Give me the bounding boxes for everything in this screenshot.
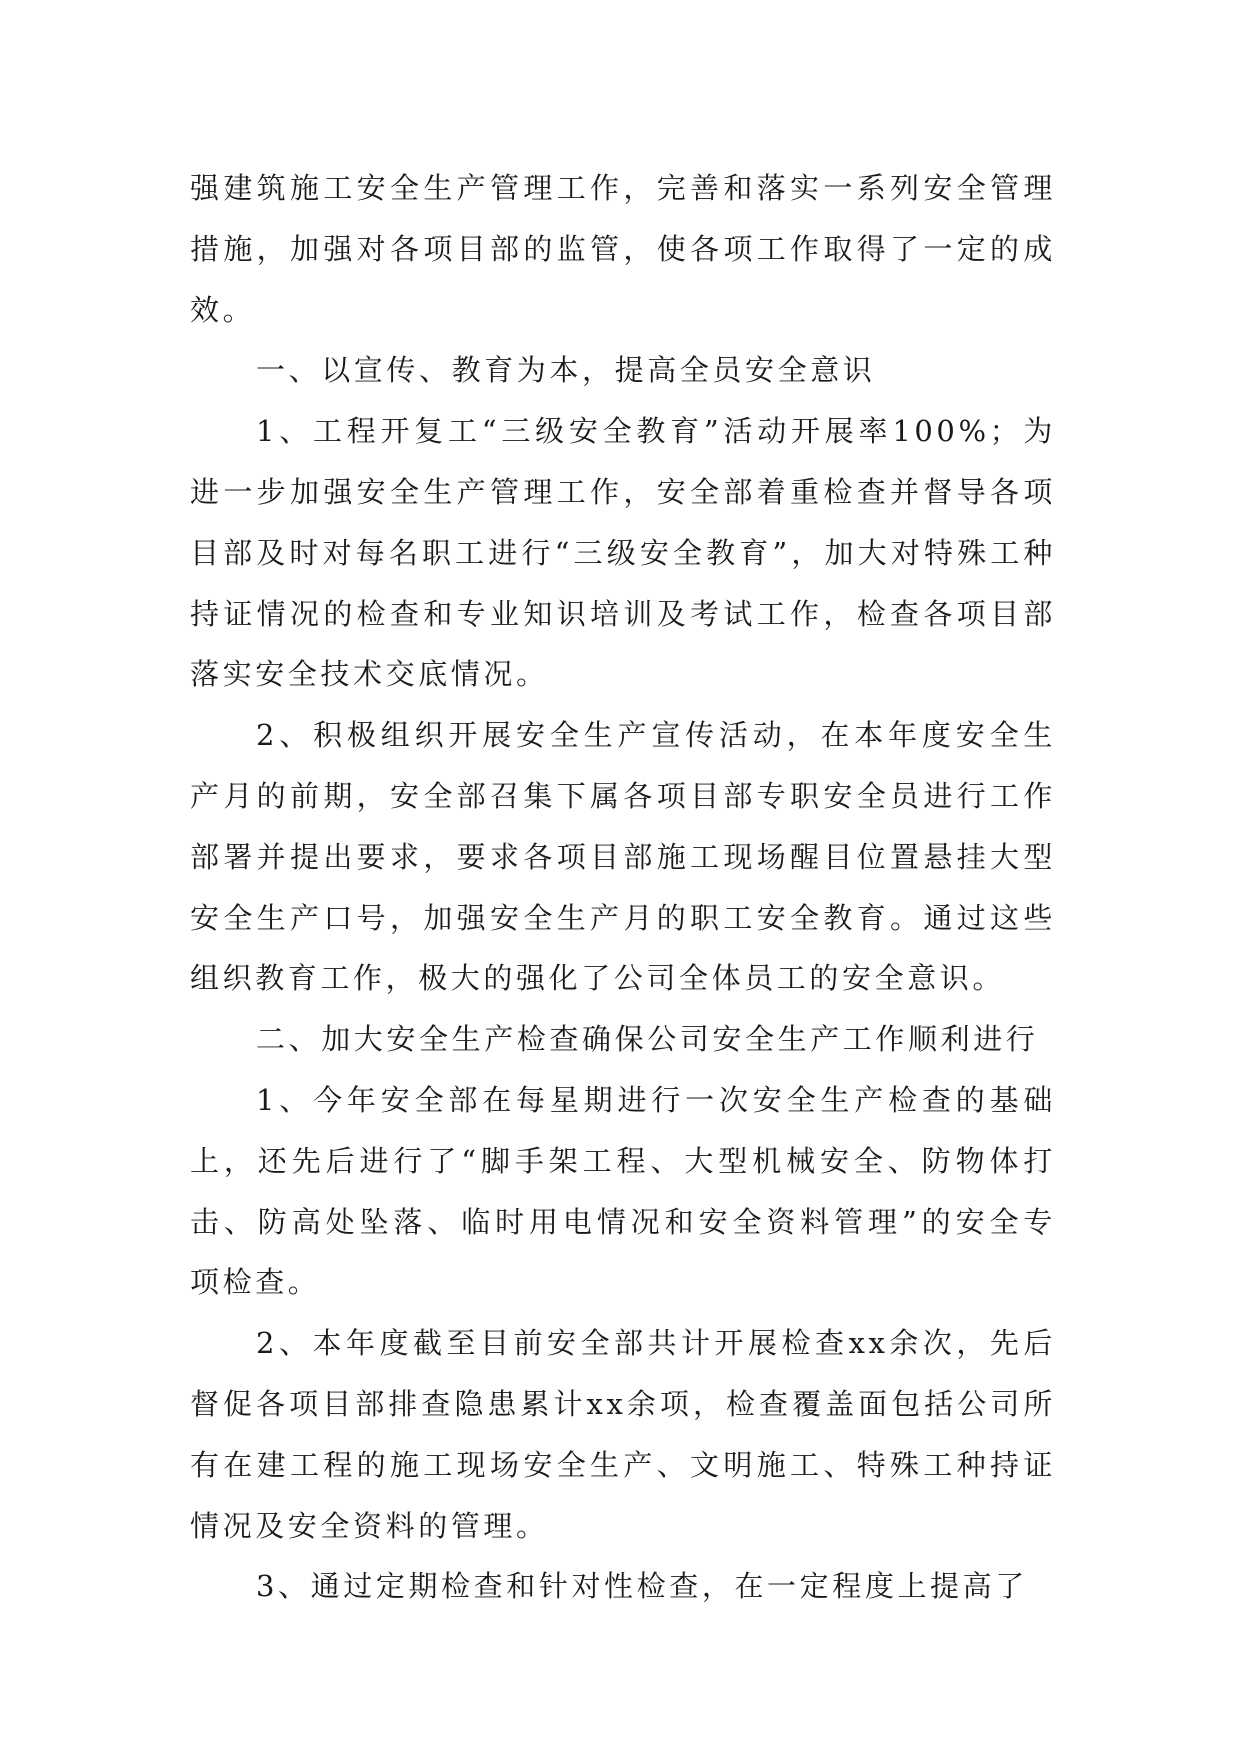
- paragraph-2-2: 2、本年度截至目前安全部共计开展检查xx余次，先后督促各项目部排查隐患累计xx余项，检查覆盖面包括公司所有在建工程的施工现场安全生产、文明施工、特殊工种持证情况及安全资料的管理。: [190, 1326, 1056, 1543]
- document-body: [190, 158, 1056, 1617]
- section-heading-1: 一、以宣传、教育为本，提高全员安全意识: [256, 353, 876, 388]
- section-heading-2: 二、加大安全生产检查确保公司安全生产工作顺利进行: [256, 1022, 1039, 1057]
- paragraph-1-2: 2、积极组织开展安全生产宣传活动，在本年度安全生产月的前期，安全部召集下属各项目部专职安全员进行工作部署并提出要求，要求各项目部施工现场醒目位置悬挂大型安全生产口号，加强安全生产月的职工安全教育。通过这些组织教育工作，极大的强化了公司全体员工的安全意识。: [190, 718, 1056, 996]
- paragraph-intro-continuation: 强建筑施工安全生产管理工作，完善和落实一系列安全管理措施，加强对各项目部的监管，使各项工作取得了一定的成效。: [190, 171, 1056, 327]
- paragraph-2-3: 3、通过定期检查和针对性检查，在一定程度上提高了: [256, 1569, 1028, 1604]
- paragraph-2-1: 1、今年安全部在每星期进行一次安全生产检查的基础上，还先后进行了“脚手架工程、大型机械安全、防物体打击、防高处坠落、临时用电情况和安全资料管理”的安全专项检查。: [190, 1082, 1056, 1300]
- paragraph-1-1: 1、工程开复工“三级安全教育”活动开展率100%；为进一步加强安全生产管理工作，安全部着重检查并督导各项目部及时对每名职工进行“三级安全教育”，加大对特殊工种持证情况的检查和专业知识培训及考试工作，检查各项目部落实安全技术交底情况。: [190, 414, 1056, 692]
